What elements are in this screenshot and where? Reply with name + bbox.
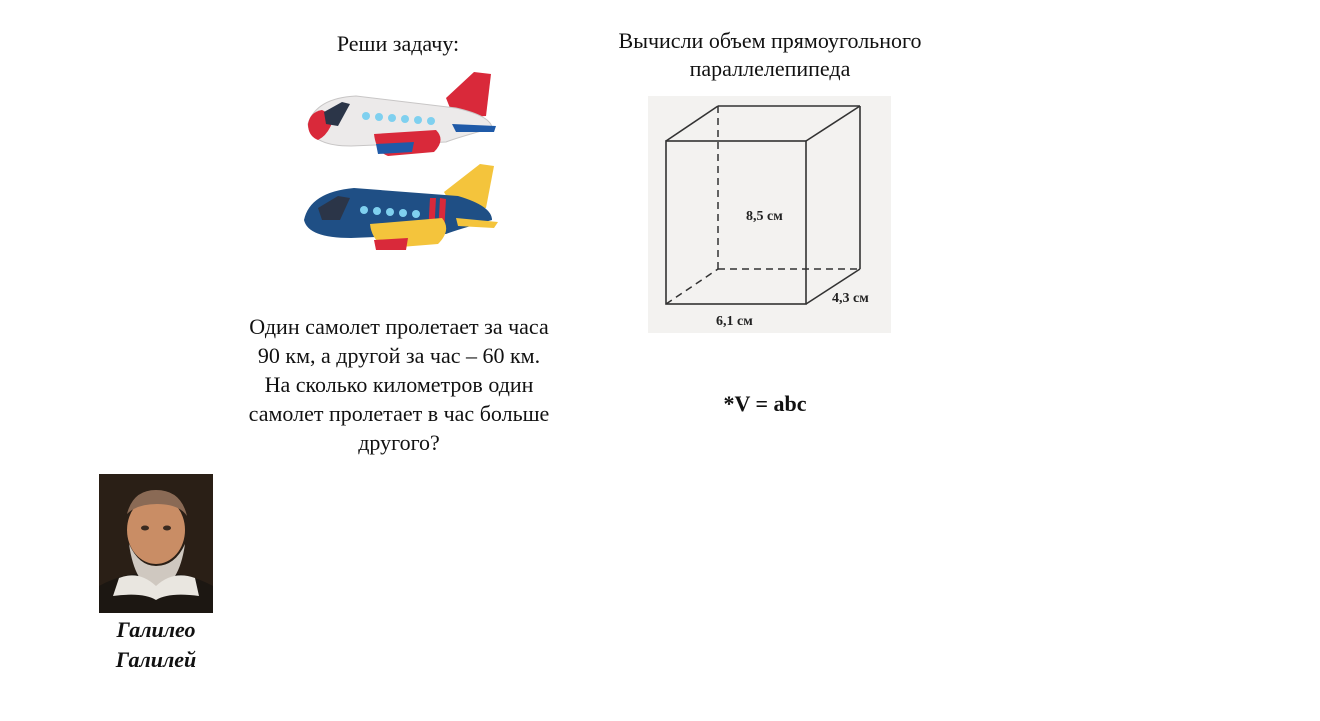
- problem-line-1: Один самолет пролетает за часа: [249, 314, 549, 339]
- volume-formula: *V = abc: [723, 391, 807, 416]
- volume-title-line-1: Вычисли объем прямоугольного: [618, 28, 922, 53]
- height-label: 8,5 см: [746, 209, 783, 224]
- depth-label: 4,3 см: [832, 291, 869, 306]
- problem-line-5: другого?: [358, 430, 440, 455]
- blue-yellow-airplane: [304, 164, 498, 250]
- volume-task-title: [570, 27, 970, 83]
- width-label: 6,1 см: [716, 314, 753, 329]
- caption-first-name: Галилео: [116, 617, 196, 642]
- portrait-caption: [90, 615, 222, 675]
- top-left-edge: [666, 106, 718, 141]
- top-right-edge: [806, 106, 860, 141]
- problem-line-3: На сколько километров один: [264, 372, 534, 397]
- white-red-airplane: [308, 72, 496, 156]
- hidden-left-edge: [666, 269, 718, 304]
- problem-line-2: 90 км, а другой за час – 60 км.: [257, 343, 541, 368]
- airplanes-illustration: [296, 68, 501, 254]
- problem-line-4: самолет пролетает в час больше: [248, 401, 550, 426]
- galileo-portrait: [99, 474, 213, 613]
- front-face: [666, 141, 806, 304]
- caption-last-name: Галилей: [115, 647, 197, 672]
- volume-title-line-2: параллелепипеда: [689, 56, 851, 81]
- plane-problem-text: [208, 312, 590, 457]
- task-title: Реши задачу:: [336, 31, 460, 56]
- parallelepiped-figure: [648, 96, 891, 333]
